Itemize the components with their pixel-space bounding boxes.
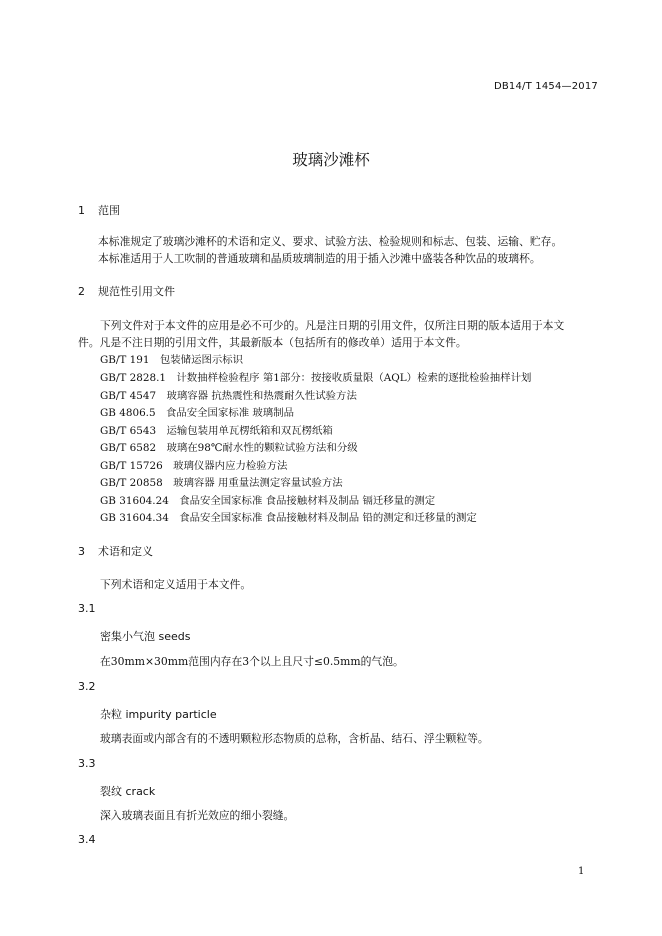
section-1-paragraph-1: 本标准规定了玻璃沙滩杯的术语和定义、要求、试验方法、检验规则和标志、包装、运输、贮存。 (98, 235, 563, 248)
term-definition: 玻璃表面或内部含有的不透明颗粒形态物质的总称，含析晶、结石、浮尘颗粒等。 (100, 732, 489, 745)
term-number: 3.1 (78, 602, 96, 615)
term-definition: 在30mm×30mm范围内存在3个以上且尺寸≤0.5mm的气泡。 (100, 655, 404, 668)
section-1-paragraph-2: 本标准适用于人工吹制的普通玻璃和晶质玻璃制造的用于插入沙滩中盛装各种饮品的玻璃杯。 (98, 252, 541, 265)
reference-item: GB/T 6543 运输包装用单瓦楞纸箱和双瓦楞纸箱 (100, 425, 333, 437)
section-2-intro-line-2: 件。凡是不注日期的引用文件，其最新版本（包括所有的修改单）适用于本文件。 (78, 336, 467, 349)
reference-item: GB/T 191 包装储运图示标识 (100, 354, 244, 366)
reference-item: GB 4806.5 食品安全国家标准 玻璃制品 (100, 407, 294, 419)
term-name: 裂纹 crack (100, 785, 156, 798)
term-definition: 深入玻璃表面且有折光效应的细小裂缝。 (100, 809, 295, 822)
section-title: 术语和定义 (98, 545, 153, 558)
document-title: 玻璃沙滩杯 (292, 151, 370, 169)
term-number: 3.4 (78, 833, 96, 846)
term-name: 杂粒 impurity particle (100, 708, 217, 721)
reference-item: GB/T 2828.1 计数抽样检验程序 第1部分：按接收质量限（AQL）检索的逐批检验抽样计划 (100, 372, 532, 384)
section-title: 范围 (98, 204, 120, 217)
section-number: 1 (78, 204, 85, 217)
section-2-heading (78, 283, 175, 299)
page-number: 1 (578, 866, 585, 877)
standard-number: DB14/T 1454—2017 (493, 81, 598, 92)
section-title: 规范性引用文件 (98, 285, 175, 298)
term-name: 密集小气泡 seeds (100, 630, 191, 643)
section-3-heading (78, 543, 153, 559)
reference-item: GB/T 4547 玻璃容器 抗热震性和热震耐久性试验方法 (100, 390, 357, 402)
reference-item: GB/T 15726 玻璃仪器内应力检验方法 (100, 460, 288, 472)
section-number: 2 (78, 285, 85, 298)
section-3-intro: 下列术语和定义适用于本文件。 (100, 578, 252, 591)
section-2-intro-line-1: 下列文件对于本文件的应用是必不可少的。凡是注日期的引用文件，仅所注日期的版本适用于本文 (100, 319, 565, 332)
term-number: 3.2 (78, 680, 96, 693)
section-1-heading (78, 202, 120, 218)
term-number: 3.3 (78, 757, 96, 770)
reference-item: GB 31604.34 食品安全国家标准 食品接触材料及制品 铅的测定和迁移量的测定 (100, 512, 477, 524)
section-number: 3 (78, 545, 85, 558)
reference-item: GB/T 20858 玻璃容器 用重量法测定容量试验方法 (100, 477, 343, 489)
reference-item: GB 31604.24 食品安全国家标准 食品接触材料及制品 镉迁移量的测定 (100, 495, 436, 507)
reference-item: GB/T 6582 玻璃在98℃耐水性的颗粒试验方法和分级 (100, 442, 358, 454)
